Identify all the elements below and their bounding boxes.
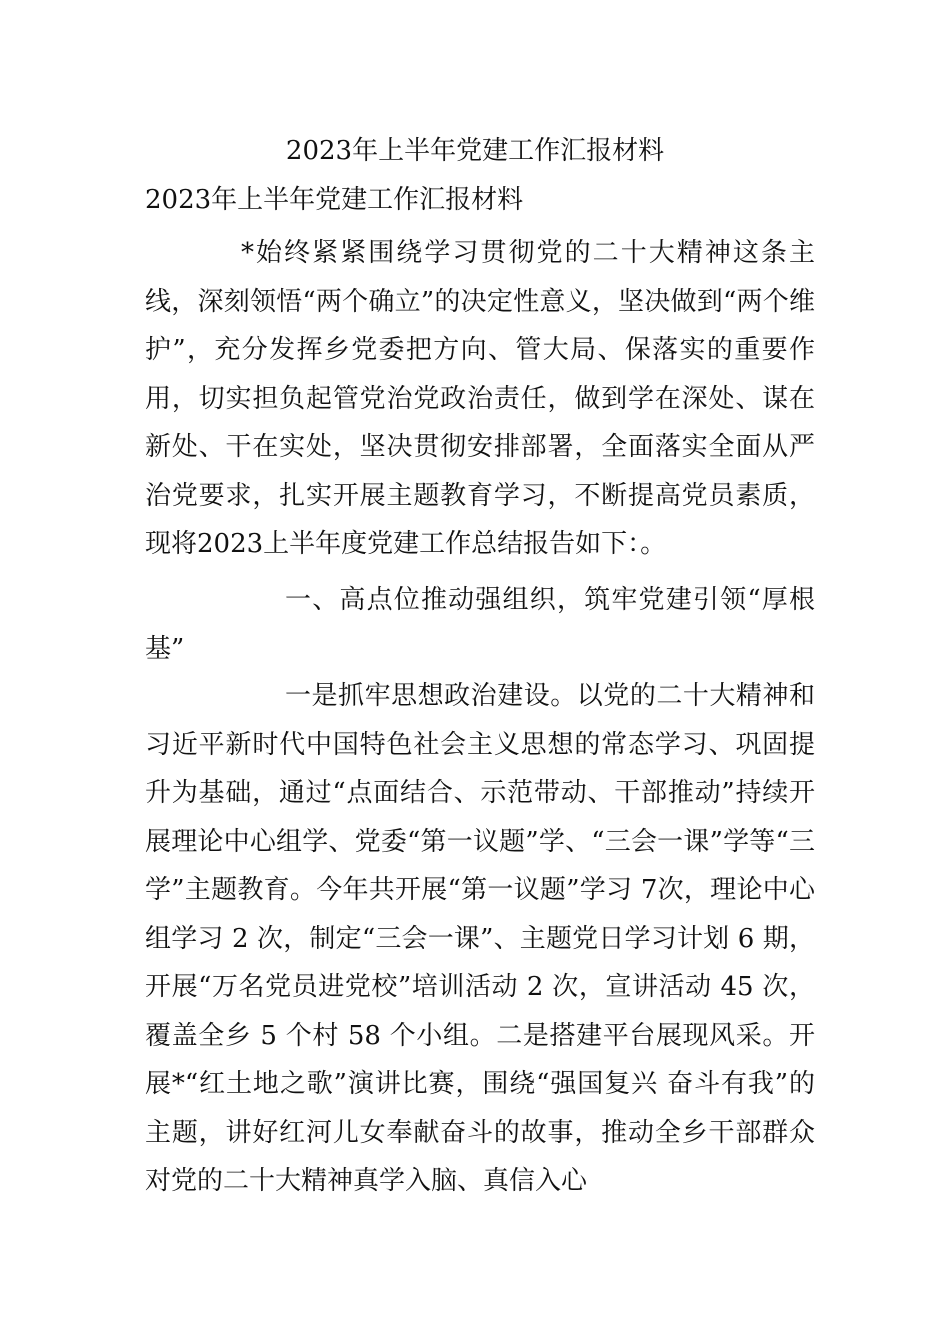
section-1-paragraph: 一是抓牢思想政治建设。以党的二十大精神和习近平新时代中国特色社会主义思想的常态学习、巩固提升为基础，通过“点面结合、示范带动、干部推动”持续开展理论中心组学、党委“第一议题”学、“三会一课”学等“三学”主题教育。今年共开展“第一议题”学习 7次，理论中心组学习 2 次，制定“三会一课”、主题党日学习计划 6 期，开展“万名党员进党校”培训活动 2 次，宣讲活动 45 次，覆盖全乡 5 个村 58 个小组。二是搭建平台展现风采。开展*“红土地之歌”演讲比赛，围绕“强国复兴 奋斗有我”的主题，讲好红河儿女奉献奋斗的故事，推动全乡干部群众对党的二十大精神真学入脑、真信入心: [145, 681, 815, 1196]
document-title: 2023年上半年党建工作汇报材料: [285, 136, 665, 166]
intro-paragraph: *始终紧紧围绕学习贯彻党的二十大精神这条主线，深刻领悟“两个确立”的决定性意义，坚决做到“两个维护”，充分发挥乡党委把方向、管大局、保落实的重要作用，切实担负起管党治党政治责任，做到学在深处、谋在新处、干在实处，坚决贯彻安排部署，全面落实全面从严治党要求，扎实开展主题教育学习，不断提高党员素质，现将2023上半年度党建工作总结报告如下：。: [145, 238, 815, 559]
section-heading-1: 一、高点位推动强组织，筑牢党建引领“厚根基”: [145, 585, 815, 664]
document-subtitle: 2023年上半年党建工作汇报材料: [145, 185, 524, 215]
